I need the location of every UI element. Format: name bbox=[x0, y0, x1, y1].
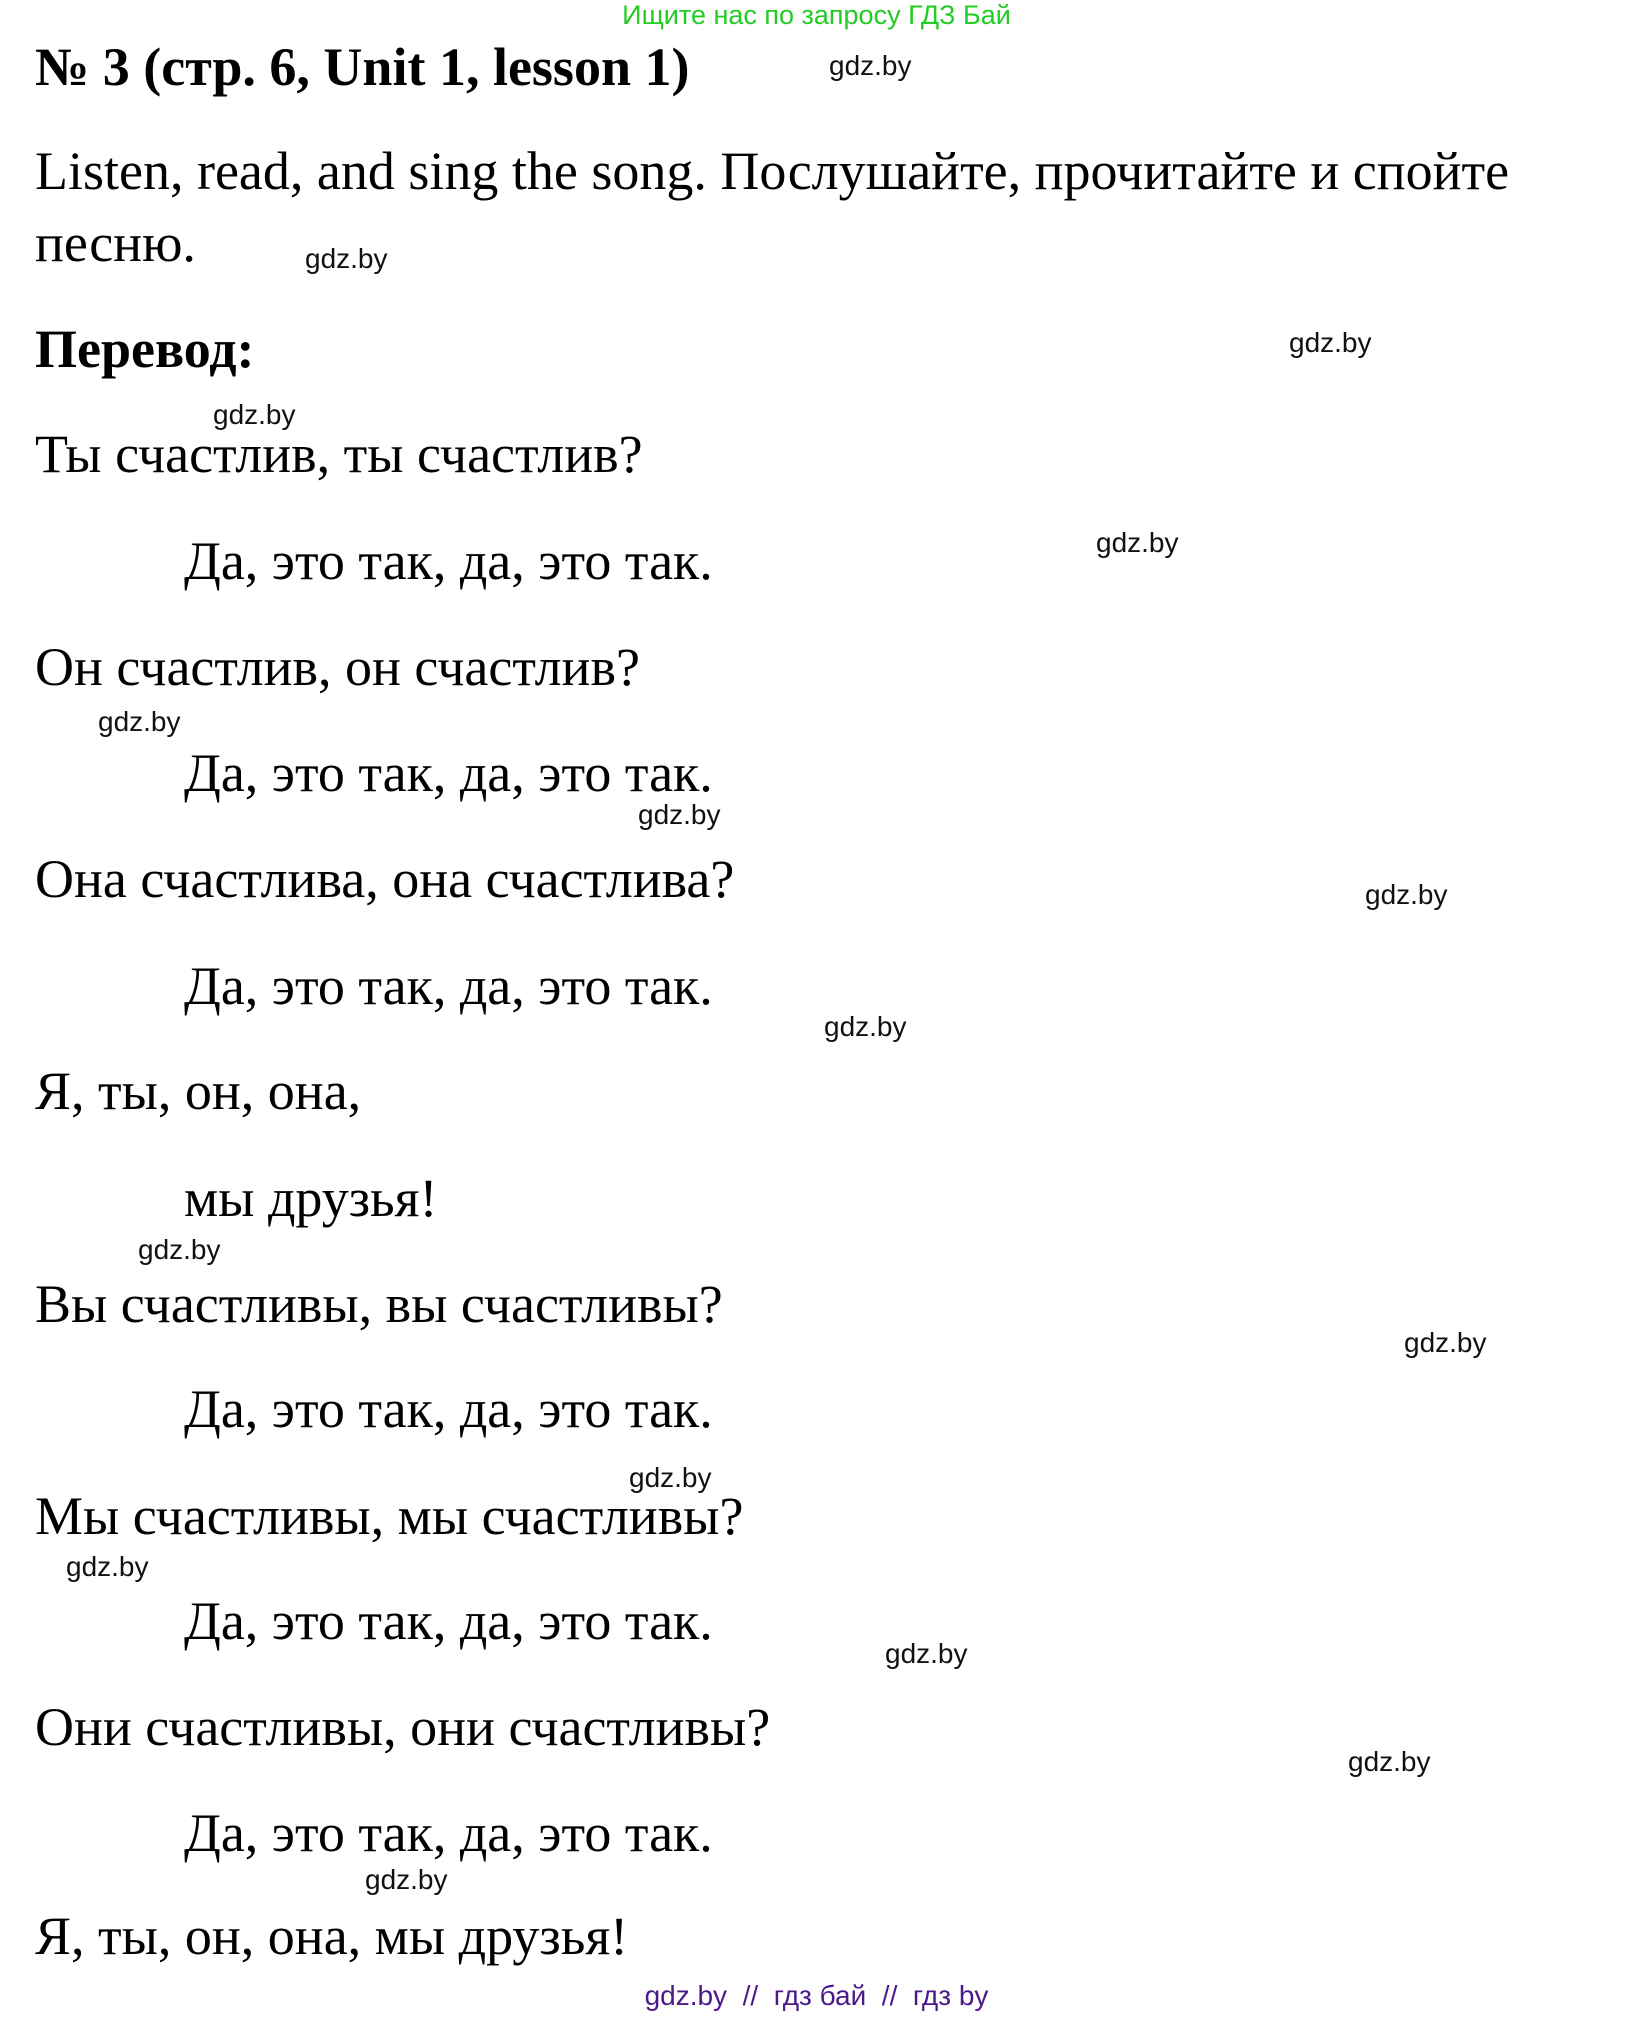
watermark: gdz.by bbox=[1348, 1746, 1431, 1777]
watermark: gdz.by bbox=[885, 1638, 968, 1669]
task-instruction-line-2: песню. bbox=[35, 213, 196, 273]
translation-heading: Перевод: bbox=[35, 319, 255, 379]
song-line: мы друзья! bbox=[184, 1168, 438, 1228]
song-line: Ты счастлив, ты счастлив? bbox=[35, 424, 643, 484]
watermark: gdz.by bbox=[1365, 879, 1448, 910]
watermark: gdz.by bbox=[829, 50, 912, 81]
song-line: Вы счастливы, вы счастливы? bbox=[35, 1274, 723, 1334]
watermark: gdz.by bbox=[638, 799, 721, 830]
watermark: gdz.by bbox=[98, 706, 181, 737]
song-line: Он счастлив, он счастлив? bbox=[35, 637, 640, 697]
song-line: Я, ты, он, она, мы друзья! bbox=[35, 1906, 629, 1966]
task-instruction-line-1: Listen, read, and sing the song. Послушайте, прочитайте и спойте bbox=[35, 141, 1510, 201]
song-line: Да, это так, да, это так. bbox=[184, 1379, 713, 1439]
watermark: gdz.by bbox=[365, 1864, 448, 1895]
song-line: Да, это так, да, это так. bbox=[184, 743, 713, 803]
song-line: Она счастлива, она счастлива? bbox=[35, 849, 735, 909]
watermark: gdz.by bbox=[138, 1234, 221, 1265]
watermark: gdz.by bbox=[1096, 527, 1179, 558]
song-line: Я, ты, он, она, bbox=[35, 1061, 362, 1121]
top-banner: Ищите нас по запросу ГДЗ Бай bbox=[622, 0, 1011, 30]
song-line: Да, это так, да, это так. bbox=[184, 1591, 713, 1651]
watermark: gdz.by bbox=[305, 243, 388, 274]
song-line: Да, это так, да, это так. bbox=[184, 531, 713, 591]
song-line: Да, это так, да, это так. bbox=[184, 1803, 713, 1863]
watermark: gdz.by bbox=[824, 1011, 907, 1042]
watermark: gdz.by bbox=[1404, 1327, 1487, 1358]
song-line: Да, это так, да, это так. bbox=[184, 956, 713, 1016]
watermark: gdz.by bbox=[629, 1462, 712, 1493]
exercise-title: № 3 (стр. 6, Unit 1, lesson 1) bbox=[35, 37, 690, 97]
watermark: gdz.by bbox=[1289, 327, 1372, 358]
song-line: Мы счастливы, мы счастливы? bbox=[35, 1486, 744, 1546]
song-line: Они счастливы, они счастливы? bbox=[35, 1697, 771, 1757]
watermark: gdz.by bbox=[66, 1551, 149, 1582]
footer-links: gdz.by // гдз бай // гдз by bbox=[644, 1980, 989, 2011]
watermark: gdz.by bbox=[213, 399, 296, 430]
